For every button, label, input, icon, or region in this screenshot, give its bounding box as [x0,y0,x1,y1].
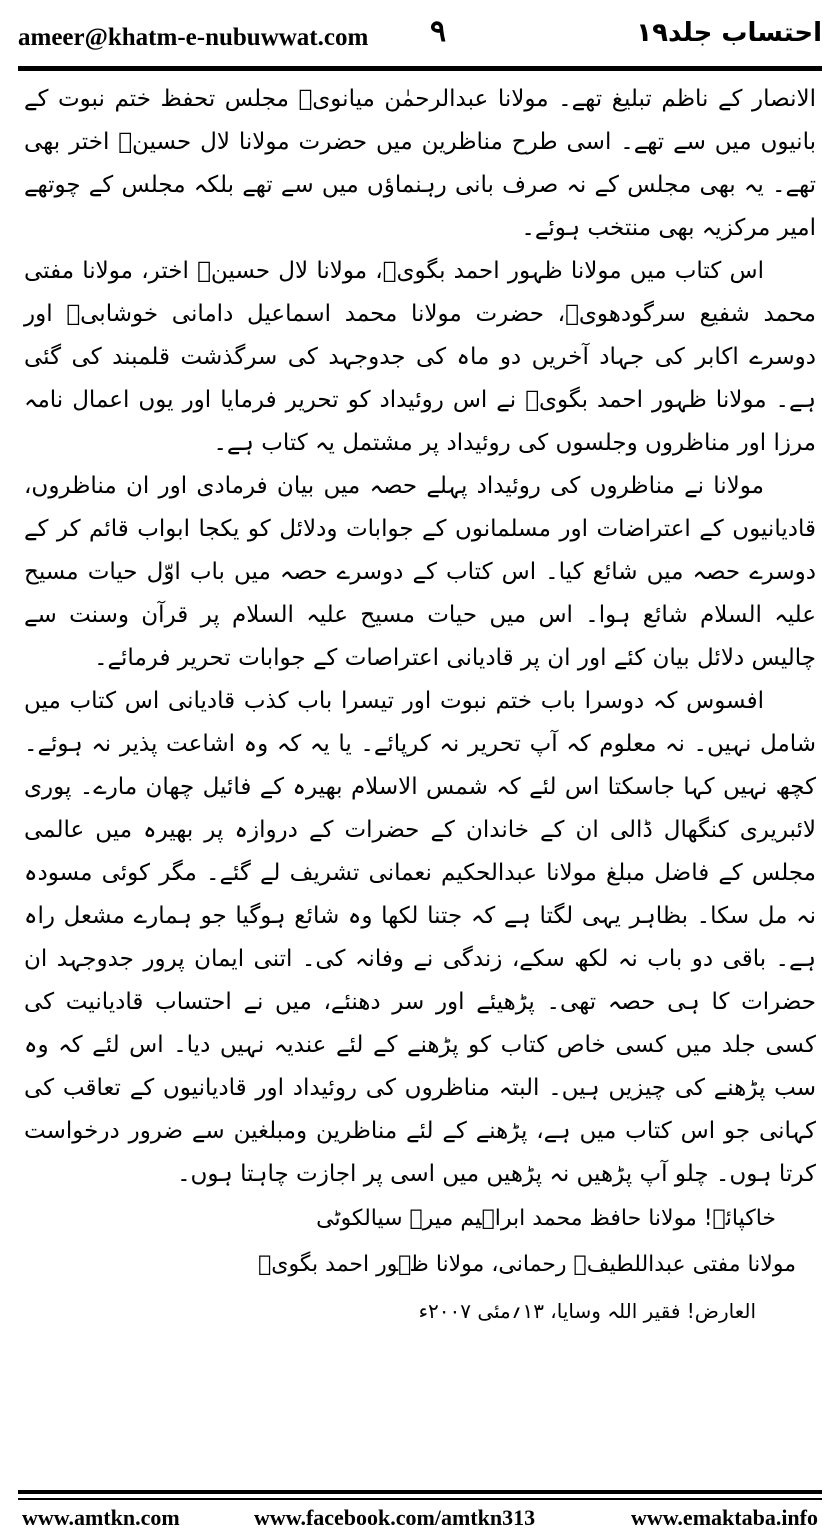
footer-rule-thick [18,1490,822,1494]
header-email: ameer@khatm-e-nubuwwat.com [18,24,369,51]
footer-link-amtkn[interactable]: www.amtkn.com [22,1505,180,1530]
signature-line-2: مولانا مفتی عبداللطیفؒ رحمانی، مولانا ظہور احمد بگویؒ [258,1252,796,1277]
paragraph-1: الانصار کے ناظم تبلیغ تھے۔ مولانا عبدالرحمٰن میانویؒ مجلس تحفظ ختم نبوت کے بانیوں میں سے تھے۔ اسی طرح مناظرین میں حضرت مولانا لال حسینؒ اختر بھی تھے۔ یہ بھی مجلس کے نہ صرف بانی رہنماؤں میں سے تھے بلکہ مجلس کے چوتھے امیر مرکزیہ بھی منتخب ہوئے۔ [24,86,816,241]
page-body [24,78,816,1334]
paragraph-4: افسوس کہ دوسرا باب ختم نبوت اور تیسرا باب کذب قادیانی اس کتاب میں شامل نہیں۔ نہ معلوم کہ آپ تحریر نہ کرپائے۔ یا یہ کہ وہ اشاعت پذیر نہ ہوئے۔ کچھ نہیں کہا جاسکتا اس لئے کہ شمس الاسلام بھیرہ کے فائیل چھان مارے۔ پوری لائبریری کنگھال ڈالی ان کے خاندان کے حضرات کے دروازہ پر بھیرہ میں عالمی مجلس کے فاضل مبلغ مولانا عبدالحکیم نعمانی تشریف لے گئے۔ مگر کوئی مسودہ نہ مل سکا۔ بظاہر یہی لگتا ہے کہ جتنا لکھا وہ شائع ہوگیا جو ہمارے مشعل راہ ہے۔ باقی دو باب نہ لکھ سکے، زندگی نے وفانہ کی۔ اتنی ایمان پرور جدوجہد ان حضرات کا ہی حصہ تھی۔ پڑھیئے اور سر دھنئے، میں نے احتساب قادیانیت کی کسی جلد میں کسی خاص کتاب کو پڑھنے کے لئے عندیہ نہیں دیا۔ اس لئے کہ وہ سب پڑھنے کی چیزیں ہیں۔ البتہ مناظروں کی روئیداد اور قادیانیوں کے تعاقب کی کہانی جو اس کتاب میں ہے، پڑھنے کے لئے مناظرین ومبلغین سے ضرور درخواست کرتا ہوں۔ چلو آپ پڑھیں نہ پڑھیں میں اسی پر اجازت چاہتا ہوں۔ [24,688,816,1187]
paragraph-2: اس کتاب میں مولانا ظہور احمد بگویؒ، مولانا لال حسینؒ اختر، مولانا مفتی محمد شفیع سرگودھویؒ، حضرت مولانا محمد اسماعیل دامانی خوشابیؒ اور دوسرے اکابر کی جہاد آخریں دو ماہ کی جدوجہد کی سرگذشت قلمبند کی گئی ہے۔ مولانا ظہور احمد بگویؒ نے اس روئیداد کو تحریر فرمایا اور یوں اعمال نامہ مرزا اور مناظروں وجلسوں کی روئیداد پر مشتمل یہ کتاب ہے۔ [24,258,816,456]
footer-link-facebook[interactable]: www.facebook.com/amtkn313 [254,1505,536,1530]
footer-rule-thin [18,1498,822,1500]
book-title: احتساب جلد۱۹ [636,18,822,48]
signature-line-1: خاکپائے! مولانا حافظ محمد ابراہیم میرؒ سیالکوٹی [316,1206,776,1231]
paragraph-3: مولانا نے مناظروں کی روئیداد پہلے حصہ میں بیان فرمادی اور ان مناظروں، قادیانیوں کے اعتراضات اور مسلمانوں کے جوابات ودلائل کو یکجا ابواب قائم کر کے دوسرے حصہ میں شائع کیا۔ اس کتاب کے دوسرے حصہ میں باب اوّل حیات مسیح علیہ السلام شائع ہوا۔ اس میں حیات مسیح علیہ السلام پر قرآن وسنت سے چالیس دلائل بیان کئے اور ان پر قادیانی اعتراصات کے جوابات تحریر فرمائے۔ [24,473,816,671]
page-number: ۹ [430,14,447,49]
header-rule [18,66,822,71]
page-footer [22,1505,818,1535]
footer-link-emaktaba[interactable]: www.emaktaba.info [630,1505,818,1530]
signature-line-3: العارض! فقیر اللہ وسایا، ۱۳؍مئی ۲۰۰۷ء [418,1299,756,1323]
page-header [18,10,822,62]
signature-block [24,1196,816,1334]
